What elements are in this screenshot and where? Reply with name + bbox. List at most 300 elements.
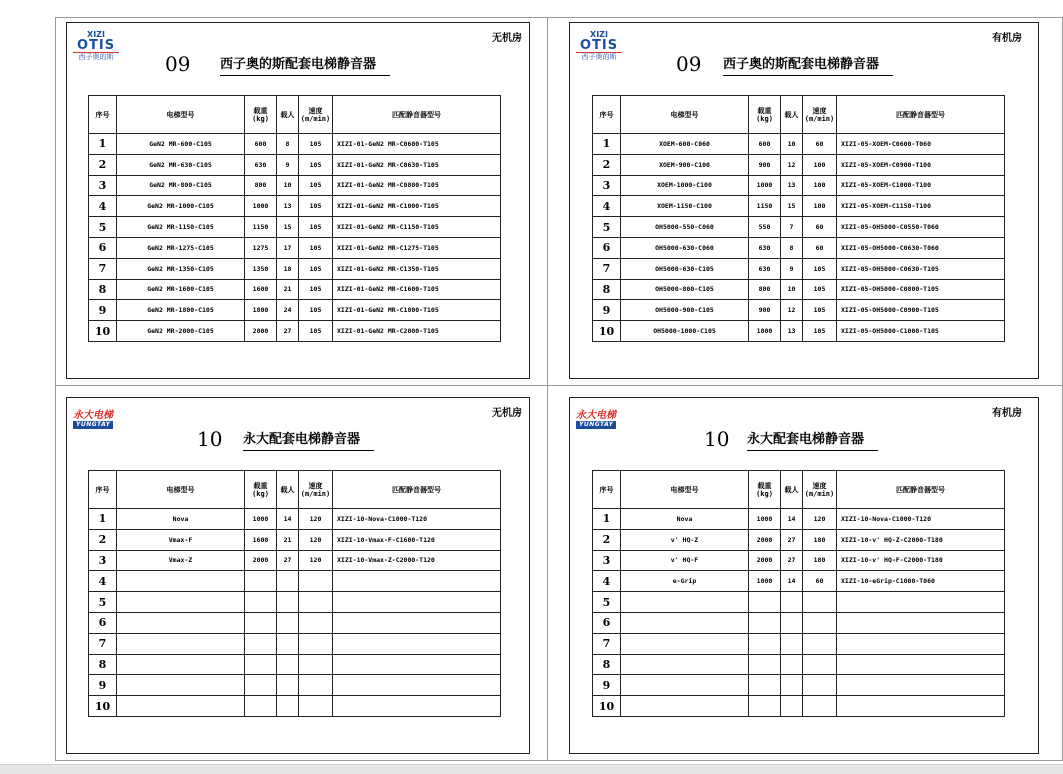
compatibility-table xyxy=(88,470,501,717)
load-kg: 800 xyxy=(749,279,781,300)
table-row xyxy=(593,175,1005,196)
elevator-model xyxy=(117,675,245,696)
speed-m-min: 60 xyxy=(803,237,837,258)
speed-m-min xyxy=(299,633,333,654)
table-row xyxy=(593,633,1005,654)
elevator-model: XOEM-900-C100 xyxy=(621,154,749,175)
row-index: 1 xyxy=(89,134,117,155)
speed-m-min xyxy=(299,696,333,717)
passengers: 8 xyxy=(781,237,803,258)
load-kg: 900 xyxy=(749,154,781,175)
row-index: 7 xyxy=(593,258,621,279)
speed-m-min: 105 xyxy=(299,175,333,196)
elevator-model: GeN2 MR-1600-C105 xyxy=(117,279,245,300)
table-row xyxy=(593,675,1005,696)
load-kg: 1600 xyxy=(245,529,277,550)
otis-logo xyxy=(73,31,119,61)
yungtay-logo xyxy=(73,410,113,429)
speed-m-min: 60 xyxy=(803,134,837,155)
load-kg xyxy=(749,592,781,613)
silencer-model: XIZI-01-GeN2 MR-C0600-T105 xyxy=(333,134,501,155)
silencer-model xyxy=(837,592,1005,613)
row-index: 1 xyxy=(89,509,117,530)
silencer-model: XIZI-10-Nova-C1000-T120 xyxy=(837,509,1005,530)
speed-m-min: 105 xyxy=(299,134,333,155)
table-header-row xyxy=(89,471,501,509)
table-row xyxy=(89,196,501,217)
elevator-model: Nova xyxy=(621,509,749,530)
elevator-model: GeN2 MR-1150-C105 xyxy=(117,217,245,238)
passengers xyxy=(277,633,299,654)
silencer-model xyxy=(837,675,1005,696)
speed-m-min xyxy=(803,592,837,613)
silencer-model: XIZI-05-OH5000-C1000-T105 xyxy=(837,321,1005,342)
load-kg xyxy=(749,633,781,654)
passengers xyxy=(277,612,299,633)
elevator-model: GeN2 MR-2000-C105 xyxy=(117,321,245,342)
passengers xyxy=(277,654,299,675)
elevator-model xyxy=(117,696,245,717)
speed-m-min xyxy=(299,612,333,633)
elevator-model xyxy=(621,675,749,696)
speed-m-min: 105 xyxy=(299,258,333,279)
elevator-model xyxy=(621,633,749,654)
yungtay-logo xyxy=(576,410,616,429)
row-index: 5 xyxy=(593,217,621,238)
row-index: 7 xyxy=(89,633,117,654)
row-index: 9 xyxy=(593,300,621,321)
column-header: 电梯型号 xyxy=(621,96,749,134)
row-index: 3 xyxy=(89,175,117,196)
logo-main-text: OTIS xyxy=(579,38,619,53)
table-row xyxy=(89,321,501,342)
silencer-model: XIZI-10-v' HQ-Z-C2000-T180 xyxy=(837,529,1005,550)
table-row xyxy=(593,237,1005,258)
speed-m-min: 120 xyxy=(299,529,333,550)
table-row xyxy=(593,571,1005,592)
row-index: 8 xyxy=(593,279,621,300)
speed-m-min xyxy=(299,592,333,613)
load-kg: 550 xyxy=(749,217,781,238)
row-index: 2 xyxy=(593,529,621,550)
silencer-model: XIZI-05-OH5000-C0630-T060 xyxy=(837,237,1005,258)
elevator-model: Nova xyxy=(117,509,245,530)
row-index: 6 xyxy=(593,237,621,258)
table-row xyxy=(89,529,501,550)
load-kg: 1000 xyxy=(749,321,781,342)
speed-m-min: 105 xyxy=(299,300,333,321)
logo-bottom-text: YUNGTAY xyxy=(73,421,113,429)
load-kg xyxy=(749,696,781,717)
passengers xyxy=(277,675,299,696)
silencer-model: XIZI-01-GeN2 MR-C1600-T105 xyxy=(333,279,501,300)
silencer-model: XIZI-10-eGrip-C1000-T060 xyxy=(837,571,1005,592)
silencer-model xyxy=(333,696,501,717)
elevator-model xyxy=(117,612,245,633)
table-row xyxy=(89,550,501,571)
row-index: 2 xyxy=(89,154,117,175)
load-kg xyxy=(245,696,277,717)
section-number: 10 xyxy=(704,427,730,451)
passengers xyxy=(781,612,803,633)
column-header: 序号 xyxy=(593,96,621,134)
table-row xyxy=(593,154,1005,175)
silencer-model: XIZI-10-Vmax-F-C1600-T120 xyxy=(333,529,501,550)
row-index: 9 xyxy=(89,675,117,696)
row-index: 3 xyxy=(593,550,621,571)
table-row xyxy=(593,279,1005,300)
passengers xyxy=(781,675,803,696)
load-kg: 600 xyxy=(245,134,277,155)
row-index: 9 xyxy=(89,300,117,321)
logo-sub-text: 西子奥的斯 xyxy=(576,52,622,61)
elevator-model xyxy=(621,654,749,675)
compatibility-table xyxy=(592,470,1005,717)
silencer-model: XIZI-05-OH5000-C0630-T105 xyxy=(837,258,1005,279)
load-kg: 1000 xyxy=(749,175,781,196)
row-index: 8 xyxy=(89,279,117,300)
elevator-model: GeN2 MR-1800-C105 xyxy=(117,300,245,321)
logo-top-text: XIZI xyxy=(590,30,608,39)
speed-m-min xyxy=(299,675,333,696)
row-index: 10 xyxy=(593,696,621,717)
passengers: 12 xyxy=(781,300,803,321)
speed-m-min: 60 xyxy=(803,217,837,238)
load-kg: 1000 xyxy=(749,509,781,530)
logo-top-text: 永大电梯 xyxy=(576,410,616,421)
row-index: 10 xyxy=(593,321,621,342)
column-header: 载重 (kg) xyxy=(245,96,277,134)
elevator-model xyxy=(117,633,245,654)
passengers: 9 xyxy=(781,258,803,279)
row-index: 10 xyxy=(89,321,117,342)
load-kg xyxy=(749,612,781,633)
logo-main-text: OTIS xyxy=(76,38,116,53)
logo-top-text: XIZI xyxy=(87,30,105,39)
silencer-model xyxy=(333,675,501,696)
passengers xyxy=(781,633,803,654)
passengers xyxy=(277,592,299,613)
elevator-model: XOEM-1150-C100 xyxy=(621,196,749,217)
table-row xyxy=(89,675,501,696)
elevator-model xyxy=(621,592,749,613)
silencer-model: XIZI-05-XOEM-C1000-T100 xyxy=(837,175,1005,196)
row-index: 8 xyxy=(593,654,621,675)
column-header: 匹配静音器型号 xyxy=(837,471,1005,509)
passengers: 14 xyxy=(781,571,803,592)
table-row xyxy=(89,696,501,717)
table-row xyxy=(593,217,1005,238)
row-index: 7 xyxy=(593,633,621,654)
silencer-model xyxy=(333,612,501,633)
logo-sub-text: 西子奥的斯 xyxy=(73,52,119,61)
silencer-model: XIZI-05-XOEM-C0900-T100 xyxy=(837,154,1005,175)
passengers: 27 xyxy=(277,550,299,571)
logo-bottom-text: YUNGTAY xyxy=(576,421,616,429)
speed-m-min: 100 xyxy=(803,196,837,217)
column-header: 速度 (m/min) xyxy=(803,471,837,509)
passengers xyxy=(781,654,803,675)
table-row xyxy=(593,550,1005,571)
section-title: 西子奥的斯配套电梯静音器 xyxy=(723,53,893,76)
load-kg: 1000 xyxy=(245,196,277,217)
load-kg: 1600 xyxy=(245,279,277,300)
table-row xyxy=(89,633,501,654)
column-header: 匹配静音器型号 xyxy=(333,471,501,509)
load-kg: 600 xyxy=(749,134,781,155)
passengers: 21 xyxy=(277,279,299,300)
elevator-model xyxy=(117,592,245,613)
row-index: 4 xyxy=(593,196,621,217)
silencer-model xyxy=(333,633,501,654)
table-row xyxy=(89,154,501,175)
passengers: 10 xyxy=(277,175,299,196)
table-row xyxy=(89,571,501,592)
row-index: 8 xyxy=(89,654,117,675)
silencer-model: XIZI-01-GeN2 MR-C1800-T105 xyxy=(333,300,501,321)
load-kg: 1150 xyxy=(749,196,781,217)
table-row xyxy=(89,258,501,279)
row-index: 6 xyxy=(593,612,621,633)
silencer-model: XIZI-05-XOEM-C0600-T060 xyxy=(837,134,1005,155)
table-row xyxy=(89,509,501,530)
passengers: 18 xyxy=(277,258,299,279)
elevator-model: GeN2 MR-800-C105 xyxy=(117,175,245,196)
column-header: 序号 xyxy=(89,96,117,134)
load-kg: 1000 xyxy=(245,509,277,530)
elevator-model: Vmax-F xyxy=(117,529,245,550)
column-header: 载人 xyxy=(277,471,299,509)
column-header: 载人 xyxy=(781,96,803,134)
otis-logo xyxy=(576,31,622,61)
elevator-model: GeN2 MR-600-C105 xyxy=(117,134,245,155)
sheet-horizontal-divider xyxy=(55,385,1063,386)
load-kg: 800 xyxy=(245,175,277,196)
speed-m-min: 105 xyxy=(299,217,333,238)
load-kg: 1800 xyxy=(245,300,277,321)
table-row xyxy=(89,612,501,633)
elevator-model: XOEM-600-C060 xyxy=(621,134,749,155)
table-row xyxy=(593,321,1005,342)
table-header-row xyxy=(593,471,1005,509)
table-row xyxy=(593,696,1005,717)
silencer-model: XIZI-05-XOEM-C1150-T100 xyxy=(837,196,1005,217)
speed-m-min xyxy=(299,571,333,592)
elevator-model: OH5000-900-C105 xyxy=(621,300,749,321)
table-row xyxy=(593,592,1005,613)
table-header-row xyxy=(89,96,501,134)
row-index: 6 xyxy=(89,612,117,633)
column-header: 序号 xyxy=(89,471,117,509)
load-kg xyxy=(245,571,277,592)
table-row xyxy=(593,134,1005,155)
elevator-model: OH5000-1000-C105 xyxy=(621,321,749,342)
speed-m-min: 105 xyxy=(299,321,333,342)
row-index: 7 xyxy=(89,258,117,279)
speed-m-min: 120 xyxy=(299,509,333,530)
elevator-model xyxy=(117,654,245,675)
speed-m-min: 60 xyxy=(803,571,837,592)
elevator-model: e-Grip xyxy=(621,571,749,592)
speed-m-min: 105 xyxy=(803,300,837,321)
speed-m-min xyxy=(299,654,333,675)
row-index: 5 xyxy=(89,217,117,238)
column-header: 速度 (m/min) xyxy=(299,471,333,509)
speed-m-min: 120 xyxy=(299,550,333,571)
silencer-model: XIZI-05-OH5000-C0800-T105 xyxy=(837,279,1005,300)
speed-m-min xyxy=(803,654,837,675)
load-kg: 1350 xyxy=(245,258,277,279)
silencer-model: XIZI-01-GeN2 MR-C1350-T105 xyxy=(333,258,501,279)
load-kg xyxy=(245,675,277,696)
column-header: 序号 xyxy=(593,471,621,509)
load-kg: 2000 xyxy=(749,529,781,550)
load-kg: 630 xyxy=(749,258,781,279)
elevator-model: GeN2 MR-630-C105 xyxy=(117,154,245,175)
column-header: 电梯型号 xyxy=(117,471,245,509)
row-index: 5 xyxy=(89,592,117,613)
speed-m-min: 180 xyxy=(803,529,837,550)
passengers: 21 xyxy=(277,529,299,550)
speed-m-min xyxy=(803,675,837,696)
elevator-model: XOEM-1000-C100 xyxy=(621,175,749,196)
passengers xyxy=(781,696,803,717)
machine-room-tag: 有机房 xyxy=(992,408,1022,419)
elevator-model: OH5000-550-C060 xyxy=(621,217,749,238)
silencer-model xyxy=(837,612,1005,633)
speed-m-min: 120 xyxy=(803,509,837,530)
row-index: 6 xyxy=(89,237,117,258)
silencer-model: XIZI-01-GeN2 MR-C1275-T105 xyxy=(333,237,501,258)
passengers: 27 xyxy=(781,550,803,571)
silencer-model: XIZI-05-OH5000-C0900-T105 xyxy=(837,300,1005,321)
passengers: 15 xyxy=(277,217,299,238)
column-header: 载重 (kg) xyxy=(749,471,781,509)
silencer-model: XIZI-01-GeN2 MR-C1150-T105 xyxy=(333,217,501,238)
speed-m-min xyxy=(803,696,837,717)
passengers: 10 xyxy=(781,279,803,300)
load-kg: 2000 xyxy=(749,550,781,571)
row-index: 2 xyxy=(89,529,117,550)
row-index: 9 xyxy=(593,675,621,696)
passengers: 13 xyxy=(277,196,299,217)
table-row xyxy=(593,258,1005,279)
column-header: 速度 (m/min) xyxy=(299,96,333,134)
load-kg xyxy=(245,612,277,633)
silencer-model xyxy=(837,633,1005,654)
table-row xyxy=(593,654,1005,675)
silencer-model: XIZI-10-Nova-C1000-T120 xyxy=(333,509,501,530)
passengers: 12 xyxy=(781,154,803,175)
speed-m-min: 105 xyxy=(803,258,837,279)
speed-m-min: 105 xyxy=(803,321,837,342)
silencer-model: XIZI-10-v' HQ-F-C2000-T180 xyxy=(837,550,1005,571)
table-row xyxy=(89,279,501,300)
table-row xyxy=(89,134,501,155)
elevator-model xyxy=(621,696,749,717)
section-title: 永大配套电梯静音器 xyxy=(747,428,878,451)
table-row xyxy=(89,592,501,613)
elevator-model: OH5000-800-C105 xyxy=(621,279,749,300)
silencer-model: XIZI-01-GeN2 MR-C0630-T105 xyxy=(333,154,501,175)
speed-m-min: 105 xyxy=(299,279,333,300)
column-header: 匹配静音器型号 xyxy=(837,96,1005,134)
elevator-model: v' HQ-Z xyxy=(621,529,749,550)
table-header-row xyxy=(593,96,1005,134)
elevator-model: Vmax-Z xyxy=(117,550,245,571)
elevator-model: OH5000-630-C060 xyxy=(621,237,749,258)
silencer-model: XIZI-01-GeN2 MR-C2000-T105 xyxy=(333,321,501,342)
passengers: 27 xyxy=(277,321,299,342)
passengers: 17 xyxy=(277,237,299,258)
table-row xyxy=(593,612,1005,633)
row-index: 2 xyxy=(593,154,621,175)
section-number: 09 xyxy=(676,52,702,76)
row-index: 5 xyxy=(593,592,621,613)
passengers: 13 xyxy=(781,175,803,196)
load-kg: 1000 xyxy=(749,571,781,592)
sheet-vertical-divider xyxy=(547,17,548,761)
section-title: 西子奥的斯配套电梯静音器 xyxy=(220,53,390,76)
row-index: 10 xyxy=(89,696,117,717)
passengers xyxy=(781,592,803,613)
section-number: 10 xyxy=(197,427,223,451)
load-kg: 630 xyxy=(245,154,277,175)
silencer-model xyxy=(333,654,501,675)
row-index: 1 xyxy=(593,509,621,530)
row-index: 4 xyxy=(89,196,117,217)
table-row xyxy=(593,529,1005,550)
column-header: 载人 xyxy=(781,471,803,509)
column-header: 载重 (kg) xyxy=(245,471,277,509)
column-header: 电梯型号 xyxy=(117,96,245,134)
elevator-model: GeN2 MR-1350-C105 xyxy=(117,258,245,279)
speed-m-min xyxy=(803,633,837,654)
column-header: 速度 (m/min) xyxy=(803,96,837,134)
silencer-model: XIZI-01-GeN2 MR-C0800-T105 xyxy=(333,175,501,196)
section-number: 09 xyxy=(165,52,191,76)
speed-m-min: 100 xyxy=(803,175,837,196)
silencer-model xyxy=(333,592,501,613)
passengers xyxy=(277,571,299,592)
row-index: 1 xyxy=(593,134,621,155)
elevator-model xyxy=(621,612,749,633)
load-kg: 1275 xyxy=(245,237,277,258)
table-row xyxy=(89,654,501,675)
passengers: 13 xyxy=(781,321,803,342)
load-kg: 900 xyxy=(749,300,781,321)
elevator-model: OH5000-630-C105 xyxy=(621,258,749,279)
compatibility-table xyxy=(88,95,501,342)
machine-room-tag: 无机房 xyxy=(492,33,522,44)
passengers xyxy=(277,696,299,717)
passengers: 9 xyxy=(277,154,299,175)
column-header: 电梯型号 xyxy=(621,471,749,509)
row-index: 4 xyxy=(89,571,117,592)
column-header: 载重 (kg) xyxy=(749,96,781,134)
load-kg: 2000 xyxy=(245,321,277,342)
row-index: 3 xyxy=(593,175,621,196)
load-kg: 1150 xyxy=(245,217,277,238)
passengers: 7 xyxy=(781,217,803,238)
elevator-model: GeN2 MR-1000-C105 xyxy=(117,196,245,217)
speed-m-min: 105 xyxy=(299,196,333,217)
passengers: 27 xyxy=(781,529,803,550)
elevator-model: v' HQ-F xyxy=(621,550,749,571)
elevator-model: GeN2 MR-1275-C105 xyxy=(117,237,245,258)
table-row xyxy=(593,509,1005,530)
passengers: 8 xyxy=(277,134,299,155)
